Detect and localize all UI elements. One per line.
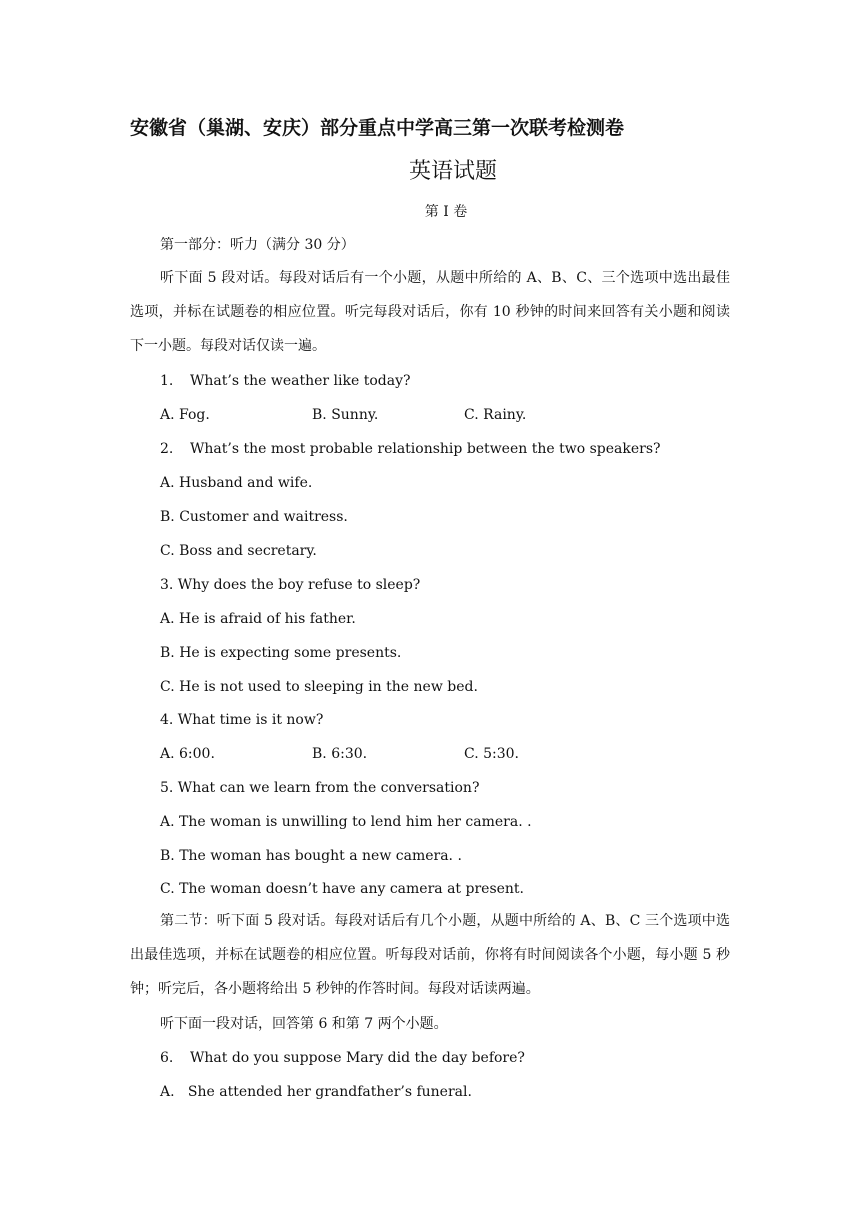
question-1 — [160, 372, 410, 390]
question-number: 1. — [160, 373, 174, 389]
question-number: 6. — [160, 1050, 174, 1066]
exam-title: 安徽省（巢湖、安庆）部分重点中学高三第一次联考检测卷 — [130, 117, 625, 139]
q4-option-b: B. 6:30. — [312, 746, 368, 762]
part1-heading: 第一部分：听力（满分 30 分） — [160, 237, 355, 253]
q1-option-c: C. Rainy. — [464, 407, 527, 423]
q3-option-c: C. He is not used to sleeping in the new bed. — [160, 679, 478, 695]
q6-option-a: A. She attended her grandfather’s funeral. — [160, 1084, 472, 1100]
volume-label: 第 I 卷 — [424, 204, 468, 220]
q1-option-b: B. Sunny. — [312, 407, 379, 423]
question-4: 4. What time is it now? — [160, 712, 324, 728]
exam-subtitle: 英语试题 — [408, 159, 497, 184]
q1-option-a: A. Fog. — [160, 407, 210, 423]
q5-option-b: B. The woman has bought a new camera. . — [160, 848, 462, 864]
q5-option-a: A. The woman is unwilling to lend him her camera. . — [160, 814, 532, 830]
q2-option-b: B. Customer and waitress. — [160, 509, 348, 525]
question-5: 5. What can we learn from the conversation? — [160, 780, 480, 796]
question-2 — [160, 440, 661, 458]
q2-option-c: C. Boss and secretary. — [160, 543, 317, 559]
question-6 — [160, 1049, 525, 1067]
q4-option-a: A. 6:00. — [160, 746, 215, 762]
question-text: What’s the most probable relationship between the two speakers? — [190, 441, 661, 457]
question-number: 2. — [160, 441, 174, 457]
question-3: 3. Why does the boy refuse to sleep? — [160, 577, 421, 593]
section2-sub-instruction: 听下面一段对话，回答第 6 和第 7 两个小题。 — [160, 1016, 448, 1032]
section2-instructions: 第二节：听下面 5 段对话。每段对话后有几个小题，从题中所给的 A、B、C 三个选项中选出最佳选项，并标在试题卷的相应位置。听每段对话前，你将有时间阅读各个小题，每小题 5 秒钟；听完后，各小题将给出 5 秒钟的作答时间。每段对话读两遍。 — [130, 913, 730, 997]
q5-option-c: C. The woman doesn’t have any camera at present. — [160, 881, 524, 897]
question-text: What do you suppose Mary did the day before? — [190, 1050, 525, 1066]
part1-instructions: 听下面 5 段对话。每段对话后有一个小题，从题中所给的 A、B、C、三个选项中选出最佳选项，并标在试题卷的相应位置。听完每段对话后，你有 10 秒钟的时间来回答有关小题和阅读下一小题。每段对话仅读一遍。 — [130, 270, 730, 354]
question-text: What’s the weather like today? — [190, 373, 411, 389]
q3-option-b: B. He is expecting some presents. — [160, 645, 402, 661]
q4-option-c: C. 5:30. — [464, 746, 520, 762]
q2-option-a: A. Husband and wife. — [160, 475, 313, 491]
q3-option-a: A. He is afraid of his father. — [160, 611, 356, 627]
